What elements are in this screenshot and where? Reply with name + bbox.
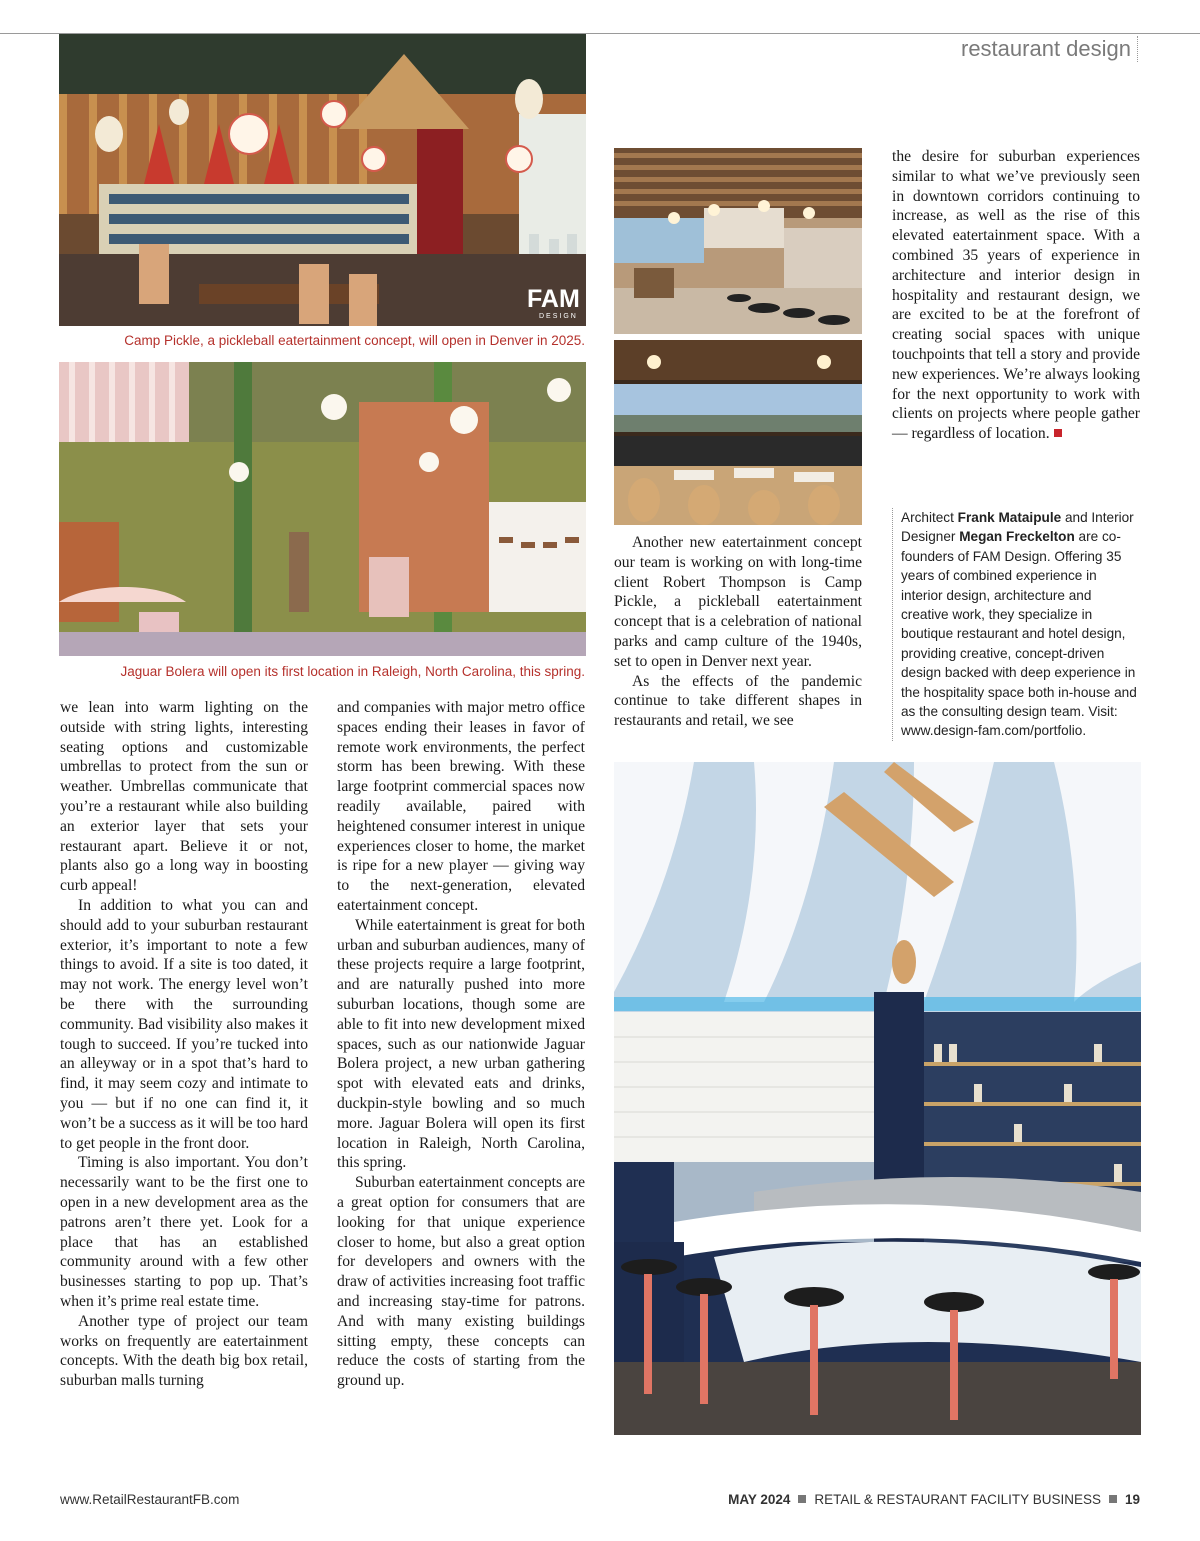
page-number: 19: [1124, 1492, 1140, 1507]
section-label: restaurant design: [961, 36, 1138, 62]
restaurant-interior-image-1: [614, 148, 862, 334]
footer-info: [728, 1492, 1140, 1507]
camp-pickle-caption: Camp Pickle, a pickleball eatertainment concept, will open in Denver in 2025.: [124, 333, 585, 348]
article-column-2: [337, 698, 585, 1391]
paragraph: Suburban eatertainment concepts are a great option for consumers that are looking for that unique experience closer to home, but also a great option for developers and owners with the draw of activities increasing foot traffic and increasing stay-time for patrons. And with many existing buildings sitting empty, these concepts can reduce the costs of starting from the ground up.: [337, 1174, 585, 1390]
camp-pickle-image: [59, 34, 586, 326]
end-of-article-mark: [1054, 429, 1062, 437]
paragraph: In addition to what you can and should add to your suburban restaurant exterior, it’s important to note a few things to avoid. If a site is too dated, it may not work. The energy level won’t be there with the surrounding community. Bad visibility also makes it tough to succeed. If you’re tucked into an alleyway or in a spot that’s hard to find, it may seem cozy and intimate to you — but if no one can find it, it won’t be a success as it will be too hard to get people in the front door.: [60, 896, 308, 1152]
separator-square: [1109, 1495, 1117, 1503]
article-column-1: [60, 698, 308, 1391]
paragraph: While eatertainment is great for both urban and suburban audiences, many of these projects require a large footprint, and are naturally pushed into more suburban locations, though some are able to fit into new development mixed spaces, such as our nationwide Jaguar Bolera project, a new urban gathering spot with elevated eats and drinks, duckpin-style bowling and so much more. Jaguar Bolera will open its first location in Raleigh, North Carolina, this spring.: [337, 916, 585, 1172]
fam-logo: FAM: [527, 285, 580, 313]
oyster-bar-image: [614, 762, 1141, 1435]
paragraph: As the effects of the pandemic continue to take different shapes in restaurants and retail, we see: [614, 672, 862, 730]
paragraph: we lean into warm lighting on the outside with string lights, interesting seating options and customizable umbrellas to protect from the sun or weather. Umbrellas communicate that you’re a restaurant while also building an exterior layer that sets your restaurant apart. Believe it or not, plants also go a long way in boosting curb appeal!: [60, 699, 308, 895]
article-column-3: [614, 533, 862, 731]
article-column-4: [892, 147, 1140, 444]
footer-website: www.RetailRestaurantFB.com: [60, 1492, 240, 1507]
restaurant-interior-image-2: [614, 340, 862, 525]
paragraph: Timing is also important. You don’t necessarily want to be the first one to open in a new development area as the patrons aren’t there yet. Look for a place that has an established community around with a few other businesses starting to pop up. That’s when it’s prime real estate time.: [60, 1154, 308, 1310]
author-name-1: Frank Mataipule: [957, 510, 1062, 525]
jaguar-bolera-caption: Jaguar Bolera will open its first location in Raleigh, North Carolina, this spring.: [120, 664, 585, 679]
jaguar-bolera-image: [59, 362, 586, 656]
paragraph: Another new eatertainment concept our team is working on with long-time client Robert Thompson is Camp Pickle, a pickleball eatertainment concept that is a celebration of national parks and camp culture of the 1940s, set to open in Denver next year.: [614, 534, 862, 670]
footer-magazine: RETAIL & RESTAURANT FACILITY BUSINESS: [814, 1492, 1101, 1507]
fam-logo-sub: DESIGN: [539, 313, 578, 320]
paragraph: Another type of project our team works on frequently are eatertainment concepts. With the death big box retail, suburban malls turning: [60, 1312, 308, 1390]
separator-square: [798, 1495, 806, 1503]
paragraph: and companies with major metro office spaces ending their leases in favor of remote work environments, the perfect storm has been brewing. With these large footprint commercial spaces now readily available, paired with heightened consumer interest in unique experiences closer to home, the market is ripe for a new player — giving way to the next-generation, elevated eatertainment concept.: [337, 699, 585, 914]
paragraph: the desire for suburban experiences similar to what we’ve previously seen in downtown corridors continuing to increase, as well as the rise of this elevated eatertainment space. With a combined 35 years of experience in architecture and interior design in hospitality and restaurant design, we are excited to be at the forefront of creating social spaces with unique touchpoints that tell a story and provide new experiences. We’re always looking for the next opportunity to work with clients on projects where people gather — regardless of location.: [892, 148, 1140, 443]
author-name-2: Megan Freckelton: [959, 529, 1075, 545]
footer-issue: MAY 2024: [728, 1492, 791, 1507]
author-bio: Architect Frank Mataipule and Interior Designer Megan Freckelton are co-founders of FAM Design. Offering 35 years of combined experience in interior design, architecture and creative work, they specialize in boutique restaurant and hotel design, providing creative, concept-driven design backed with deep experience in the hospitality space both in-house and as the consulting design team. Visit: www.design-fam.com/portfolio.: [892, 508, 1139, 741]
